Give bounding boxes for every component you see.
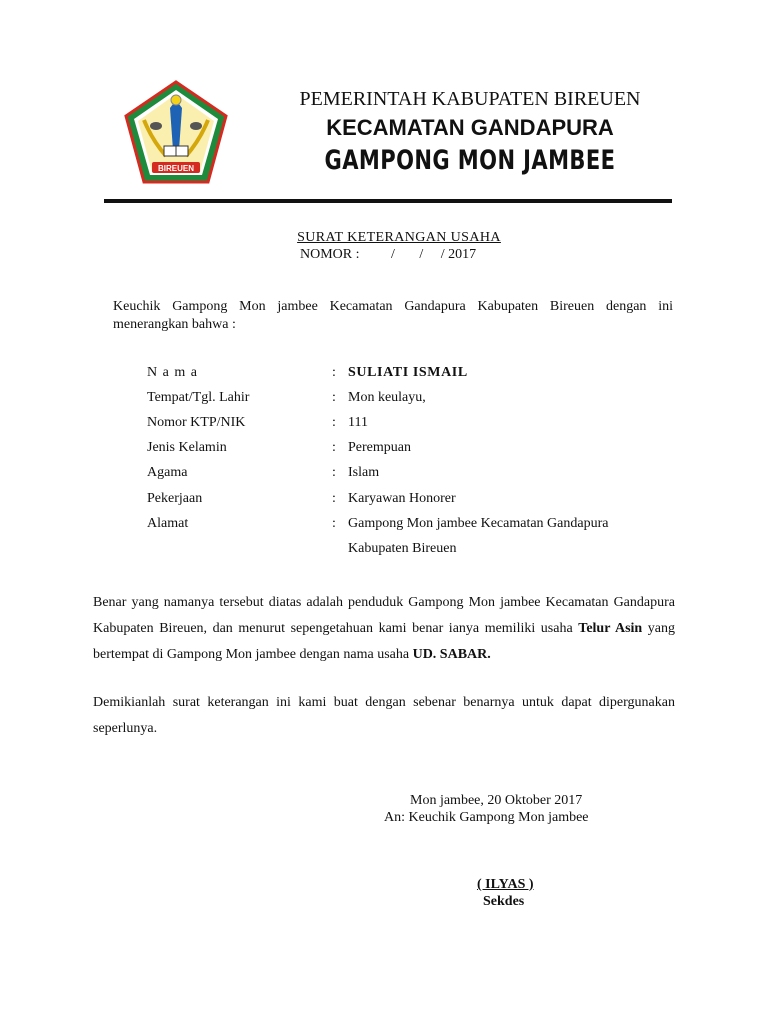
field-label: Tempat/Tgl. Lahir <box>147 390 250 405</box>
signatory-name: ( ILYAS ) <box>477 877 534 892</box>
field-separator: : <box>332 390 336 405</box>
document-title: SURAT KETERANGAN USAHA <box>297 230 501 245</box>
letterhead-village: GAMPONG MON JAMBEE <box>324 145 616 176</box>
closing-paragraph: Demikianlah surat keterangan ini kami buat dengan sebenar benarnya untuk dapat dipergunakan seperlunya. <box>93 695 675 736</box>
field-value: Karyawan Honorer <box>348 491 456 506</box>
field-value: Islam <box>348 465 380 480</box>
field-value: 111 <box>348 415 368 430</box>
field-label: Agama <box>147 465 188 480</box>
field-value-continued: Kabupaten Bireuen <box>348 541 457 556</box>
field-value: SULIATI ISMAIL <box>348 365 468 380</box>
field-value: Gampong Mon jambee Kecamatan Gandapura <box>348 516 609 531</box>
bireuen-coat-of-arms-logo <box>122 80 230 186</box>
field-separator: : <box>332 415 336 430</box>
field-value: Perempuan <box>348 440 411 455</box>
intro-paragraph: Keuchik Gampong Mon jambee Kecamatan Gandapura Kabupaten Bireuen dengan ini menerangkan bahwa : <box>113 299 673 332</box>
field-separator: : <box>332 465 336 480</box>
statement-text: Benar yang namanya tersebut diatas adalah penduduk Gampong Mon jambee Kecamatan Gandapura Kabupaten Bireuen, dan menurut sepengetahuan kami benar ianya memiliki usaha <box>93 595 675 636</box>
field-value: Mon keulayu, <box>348 390 426 405</box>
document-number: NOMOR : / / / 2017 <box>300 247 477 262</box>
letterhead-district: KECAMATAN GANDAPURA <box>326 115 614 140</box>
field-separator: : <box>332 365 336 380</box>
letterhead-government: PEMERINTAH KABUPATEN BIREUEN <box>299 88 641 110</box>
on-behalf-of: An: Keuchik Gampong Mon jambee <box>384 810 589 825</box>
field-separator: : <box>332 516 336 531</box>
statement-text-continued: yang bertempat di Gampong Mon jambee dengan nama usaha <box>93 621 675 662</box>
field-separator: : <box>332 491 336 506</box>
place-date: Mon jambee, 20 Oktober 2017 <box>410 793 583 808</box>
field-label: Alamat <box>147 516 189 531</box>
field-label: N a m a <box>147 365 198 380</box>
field-separator: : <box>332 440 336 455</box>
statement-paragraph <box>93 590 675 668</box>
field-label: Pekerjaan <box>147 491 203 506</box>
signatory-role: Sekdes <box>483 894 525 909</box>
business-name: UD. SABAR. <box>412 647 491 662</box>
field-label: Jenis Kelamin <box>147 440 227 455</box>
field-label: Nomor KTP/NIK <box>147 415 246 430</box>
logo-text: BIREUEN <box>157 164 195 173</box>
letterhead-divider <box>104 199 672 203</box>
business-type: Telur Asin <box>578 621 643 636</box>
